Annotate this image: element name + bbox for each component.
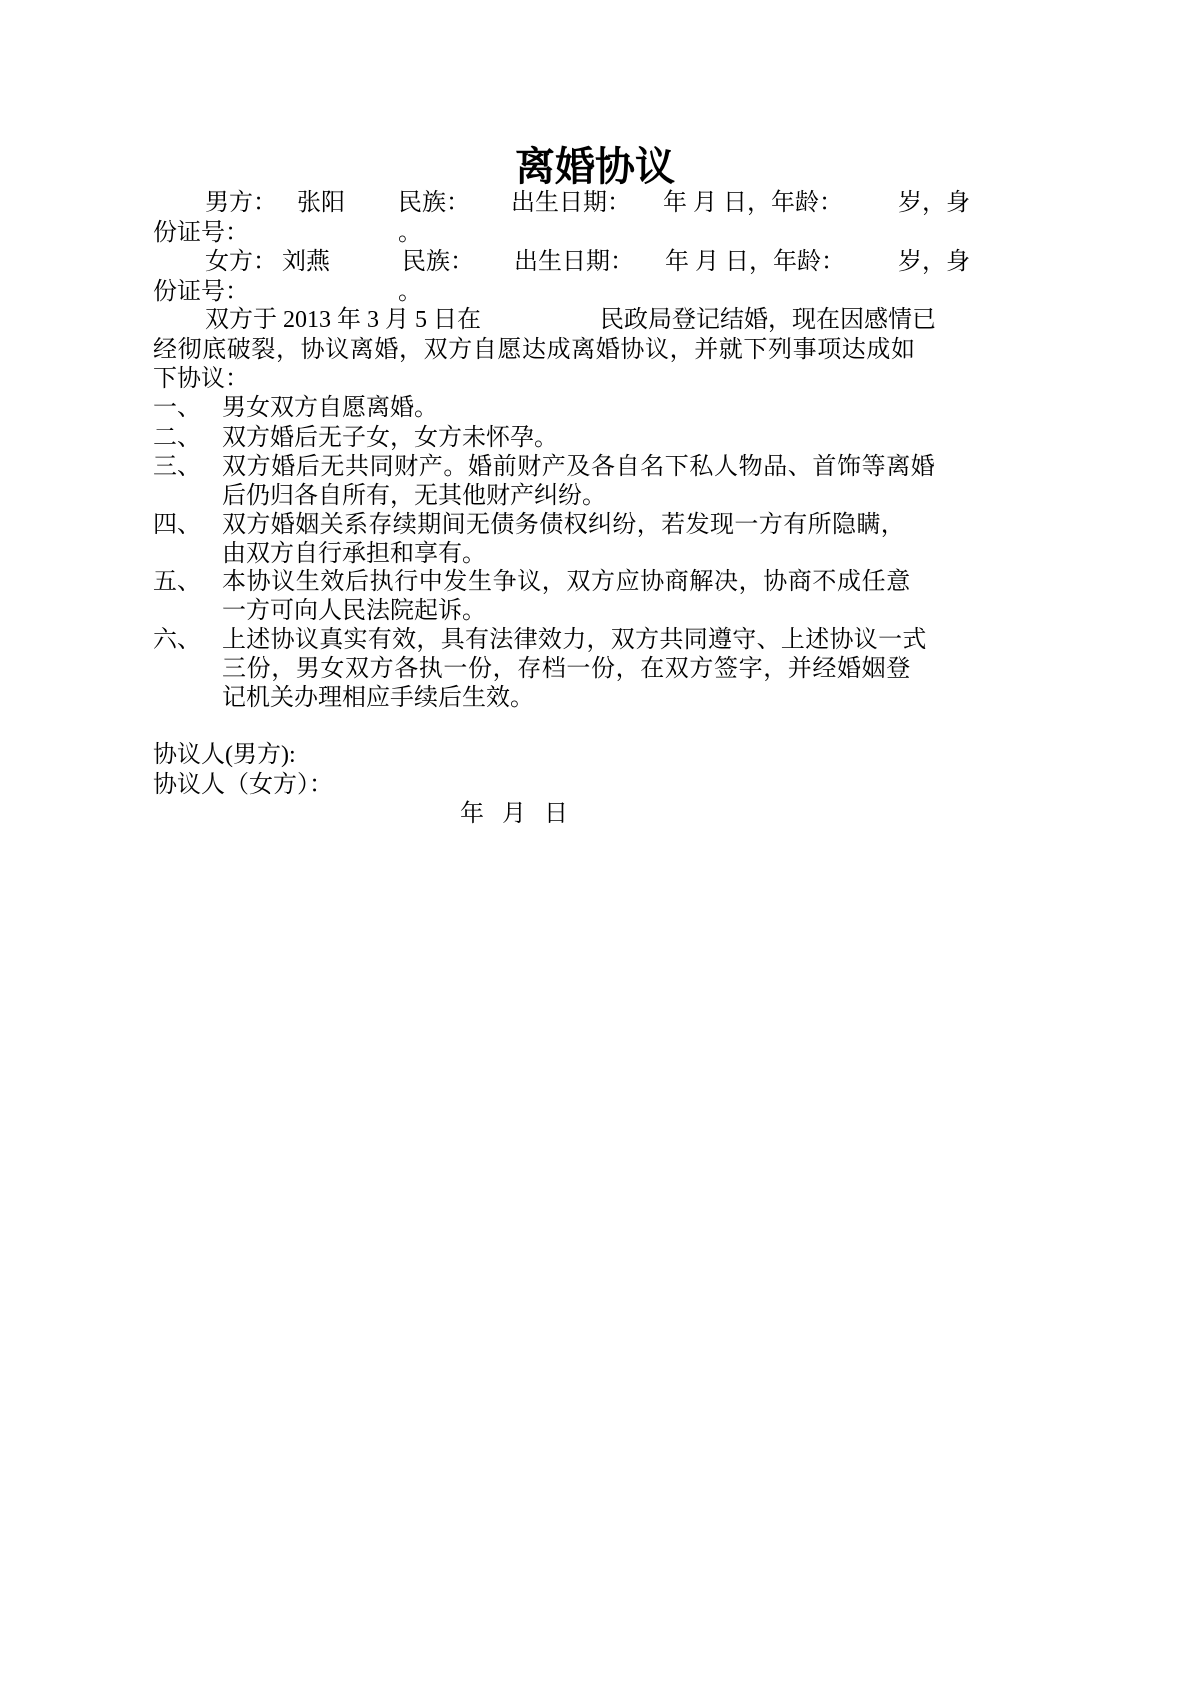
item-text: 三份，男女双方各执一份，存档一份，在双方签字，并经婚姻登 bbox=[222, 656, 911, 682]
item-text: 本协议生效后执行中发生争议，双方应协商解决，协商不成任意 bbox=[222, 569, 911, 595]
document-title: 离婚协议 bbox=[515, 144, 675, 189]
female-age-suffix: 岁，身 bbox=[898, 249, 970, 275]
male-ethnicity-label: 民族： bbox=[398, 190, 470, 216]
male-id-end: 。 bbox=[398, 220, 422, 246]
item-text: 上述协议真实有效，具有法律效力，双方共同遵守、上述协议一式 bbox=[222, 627, 927, 653]
female-id-label: 份证号： bbox=[153, 279, 249, 305]
signature-date: 年 月 日 bbox=[460, 801, 568, 827]
intro-line: 下协议： bbox=[153, 366, 249, 392]
intro-line: 民政局登记结婚，现在因感情已 bbox=[600, 307, 936, 333]
male-name: 张阳 bbox=[297, 190, 345, 216]
male-date-age: 年 月 日，年龄： bbox=[663, 190, 843, 216]
item-text: 由双方自行承担和享有。 bbox=[222, 541, 486, 567]
item-number: 二、 bbox=[153, 425, 201, 451]
female-name: 刘燕 bbox=[282, 249, 330, 275]
item-text: 后仍归各自所有，无其他财产纠纷。 bbox=[222, 483, 606, 509]
intro-line: 双方于 2013 年 3 月 5 日在 bbox=[205, 307, 481, 333]
female-ethnicity-label: 民族： bbox=[402, 249, 474, 275]
item-number: 一、 bbox=[153, 395, 201, 421]
female-birth-label: 出生日期： bbox=[514, 249, 634, 275]
item-number: 六、 bbox=[153, 627, 201, 653]
item-text: 记机关办理相应手续后生效。 bbox=[222, 685, 534, 711]
item-text: 男女双方自愿离婚。 bbox=[222, 395, 438, 421]
item-text: 双方婚后无共同财产。婚前财产及各自名下私人物品、首饰等离婚 bbox=[222, 454, 936, 480]
female-signature-label: 协议人（女方）： bbox=[153, 772, 333, 798]
item-text: 一方可向人民法院起诉。 bbox=[222, 598, 486, 624]
male-label: 男方： bbox=[205, 190, 277, 216]
male-birth-label: 出生日期： bbox=[511, 190, 631, 216]
male-id-label: 份证号： bbox=[153, 220, 249, 246]
male-signature-label: 协议人(男方): bbox=[153, 742, 296, 768]
female-label: 女方： bbox=[205, 249, 277, 275]
female-date-age: 年 月 日，年龄： bbox=[665, 249, 845, 275]
female-id-end: 。 bbox=[398, 279, 422, 305]
item-text: 双方婚后无子女，女方未怀孕。 bbox=[222, 425, 558, 451]
item-number: 五、 bbox=[153, 569, 201, 595]
item-number: 四、 bbox=[153, 512, 201, 538]
item-text: 双方婚姻关系存续期间无债务债权纠纷，若发现一方有所隐瞒， bbox=[222, 512, 906, 538]
intro-line: 经彻底破裂，协议离婚，双方自愿达成离婚协议，并就下列事项达成如 bbox=[153, 337, 916, 363]
male-age-suffix: 岁，身 bbox=[898, 190, 970, 216]
item-number: 三、 bbox=[153, 454, 201, 480]
